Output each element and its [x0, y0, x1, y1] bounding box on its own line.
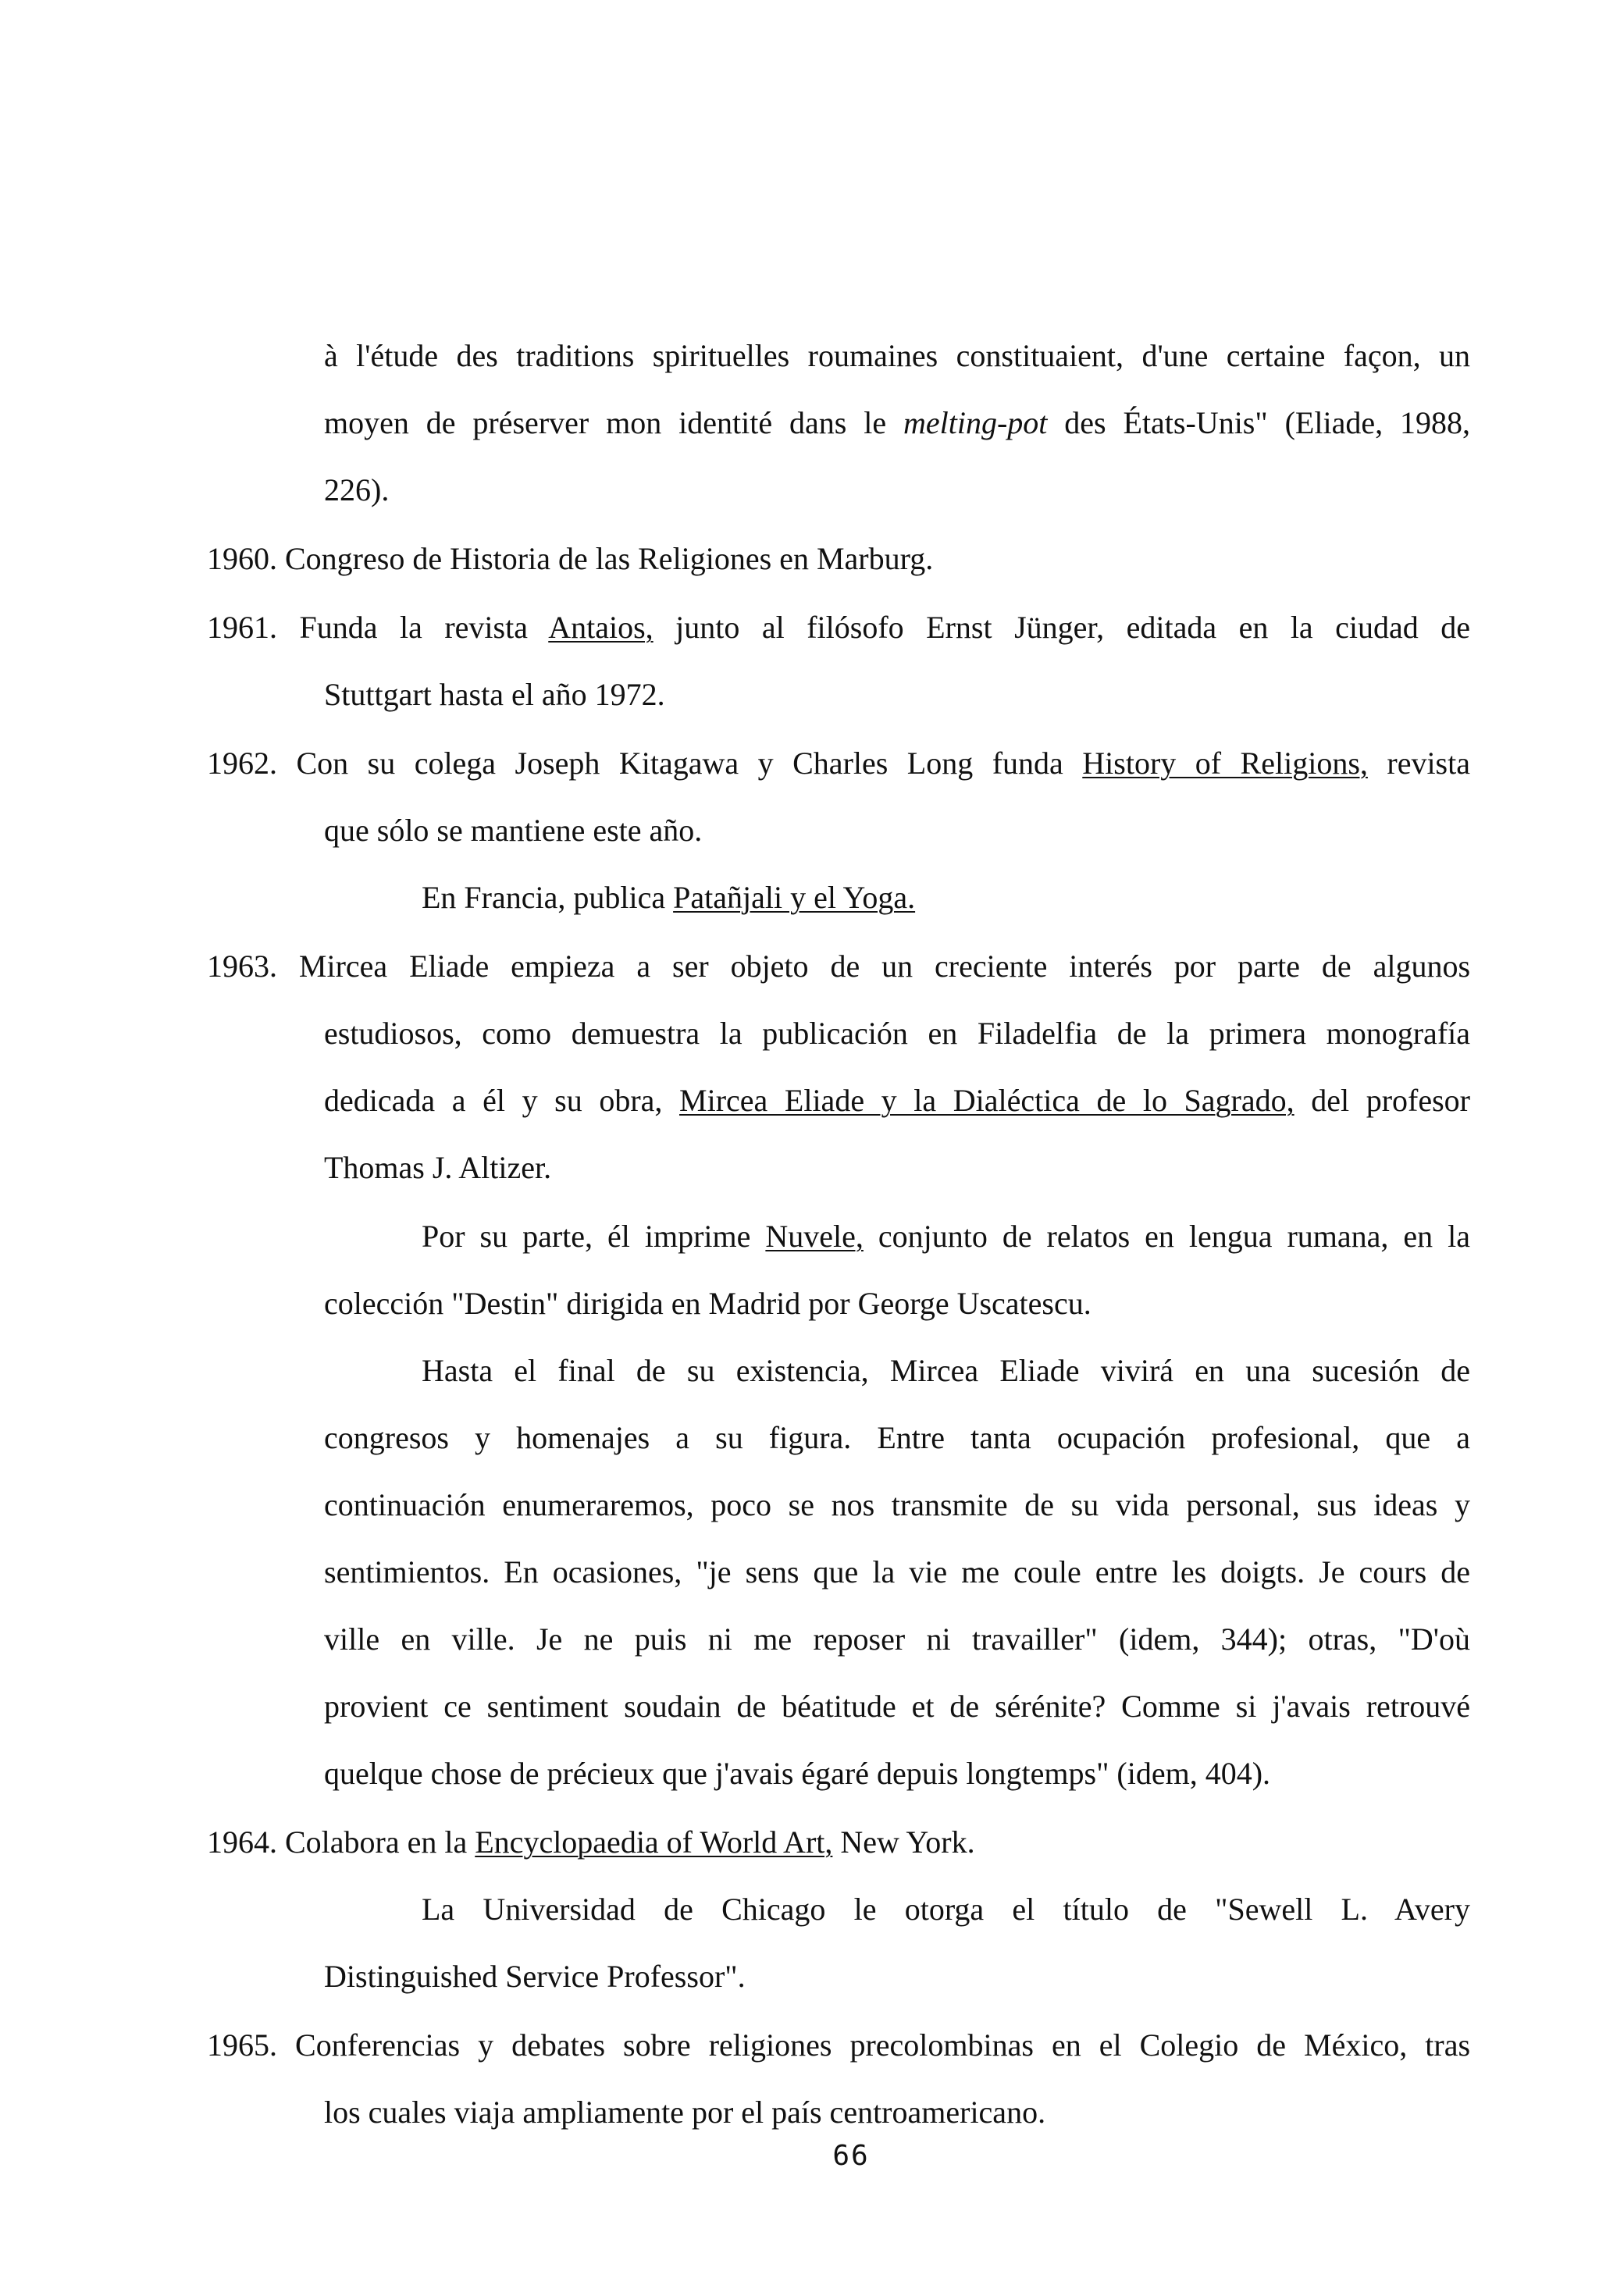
text-span: New York.	[832, 1824, 975, 1860]
text-line	[422, 1891, 1470, 1928]
text-span: Funda la revista	[299, 610, 549, 645]
text-line	[324, 812, 702, 849]
year-label: 1965.	[207, 2027, 277, 2063]
text-span: estudiosos, como demuestra la publicación en Filadelfia de la primera monografía	[324, 1016, 1470, 1051]
text-line	[324, 1486, 1470, 1524]
title-underlined: Mircea Eliade y la Dialéctica de lo Sagrado,	[679, 1083, 1295, 1118]
entry-1962	[207, 745, 1470, 782]
text-span: Stuttgart hasta el año 1972.	[324, 677, 665, 712]
text-span: junto al filósofo Ernst Jünger, editada en la ciudad de	[653, 610, 1471, 645]
text-line	[324, 2094, 1045, 2131]
year-label: 1962.	[207, 746, 277, 781]
text-span: 226).	[324, 472, 390, 507]
text-line	[324, 337, 1470, 375]
text-span: continuación enumeraremos, poco se nos transmite de su vida personal, sus ideas y	[324, 1487, 1470, 1522]
text-line	[324, 472, 389, 509]
page-number: 66	[832, 2140, 870, 2172]
entry-text: Congreso de Historia de las Religiones en Marburg.	[285, 541, 934, 576]
text-span: colección "Destin" dirigida en Madrid por George Uscatescu.	[324, 1286, 1092, 1321]
entry-1963	[207, 948, 1470, 985]
text-line	[324, 1082, 1470, 1120]
text-span: ville en ville. Je ne puis ni me reposer ni travailler" (idem, 344); otras, "D'où	[324, 1621, 1470, 1657]
year-label: 1960.	[207, 541, 277, 576]
year-label: 1961.	[207, 610, 277, 645]
text-span: à l'étude des traditions spirituelles roumaines constituaient, d'une certaine façon, un	[324, 338, 1470, 373]
title-underlined: Nuvele,	[765, 1219, 864, 1254]
entry-1960	[207, 540, 933, 578]
entry-1965	[207, 2027, 1470, 2064]
text-line	[324, 1755, 1270, 1792]
text-span: des États-Unis" (Eliade, 1988,	[1047, 405, 1470, 440]
text-span: provient ce sentiment soudain de béatitude et de sérénite? Comme si j'avais retrouvé	[324, 1689, 1470, 1724]
text-span: del profesor	[1294, 1083, 1470, 1118]
year-label: 1963.	[207, 949, 277, 984]
text-span: La Universidad de Chicago le otorga el título de "Sewell L. Avery	[422, 1892, 1470, 1927]
text-span: Hasta el final de su existencia, Mircea Eliade vivirá en una sucesión de	[422, 1353, 1470, 1388]
text-line	[422, 1352, 1470, 1390]
text-line	[324, 404, 1470, 442]
text-span: Colabora en la	[285, 1824, 475, 1860]
text-span: que sólo se mantiene este año.	[324, 813, 703, 848]
text-span: Distinguished Service Professor".	[324, 1959, 746, 1994]
text-line	[324, 1419, 1470, 1457]
text-span: En Francia, publica	[422, 880, 674, 915]
text-line	[324, 1015, 1470, 1052]
text-line	[422, 879, 915, 917]
text-span: Mircea Eliade empieza a ser objeto de un creciente interés por parte de algunos	[298, 949, 1471, 984]
text-line	[324, 676, 665, 714]
text-span: moyen de préserver mon identité dans le	[324, 405, 903, 440]
text-line	[324, 1149, 551, 1187]
title-underlined: Encyclopaedia of World Art,	[475, 1824, 833, 1860]
entry-1961	[207, 609, 1470, 646]
text-span: revista	[1367, 746, 1470, 781]
text-line	[324, 1621, 1470, 1658]
text-span: sentimientos. En ocasiones, "je sens que la vie me coule entre les doigts. Je cours de	[324, 1554, 1470, 1589]
title-underlined: Antaios,	[548, 610, 653, 645]
text-span: Thomas J. Altizer.	[324, 1150, 552, 1185]
text-span: conjunto de relatos en lengua rumana, en la	[863, 1219, 1471, 1254]
text-line	[324, 1554, 1470, 1591]
text-span: los cuales viaja ampliamente por el país centroamericano.	[324, 2095, 1046, 2130]
entry-1964	[207, 1824, 975, 1861]
text-line	[422, 1218, 1470, 1255]
text-span: dedicada a él y su obra,	[324, 1083, 680, 1118]
title-underlined: History of Religions,	[1082, 746, 1368, 781]
text-span: quelque chose de précieux que j'avais égaré depuis longtemps" (idem, 404).	[324, 1756, 1271, 1791]
text-line	[324, 1958, 746, 1995]
text-span: Por su parte, él imprime	[422, 1219, 766, 1254]
title-underlined: Patañjali y el Yoga.	[673, 880, 916, 915]
year-label: 1964.	[207, 1824, 277, 1860]
text-span: Conferencias y debates sobre religiones precolombinas en el Colegio de México, tras	[295, 2027, 1471, 2063]
text-line	[324, 1285, 1092, 1322]
text-line	[324, 1688, 1470, 1725]
italic-term: melting-pot	[903, 405, 1048, 440]
text-span: congresos y homenajes a su figura. Entre tanta ocupación profesional, que a	[324, 1420, 1470, 1455]
text-span: Con su colega Joseph Kitagawa y Charles Long funda	[296, 746, 1083, 781]
